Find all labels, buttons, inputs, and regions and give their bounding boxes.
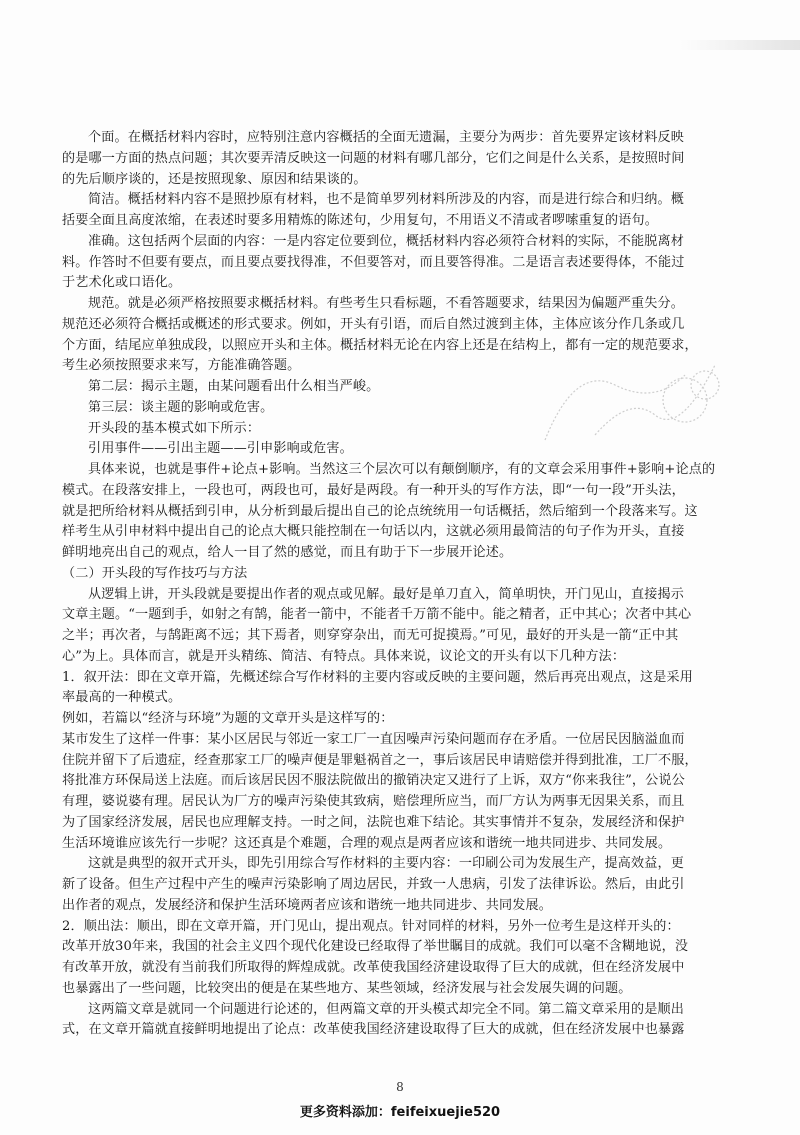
text-line: 料。作答时不但要有要点，而且要点要找得准，不但要答对，而且要答得准。二是语言表述要得体，不能过 [62,254,685,270]
text-line: 式，在文章开篇就直接鲜明地提出了论点：改革使我国经济建设取得了巨大的成就，但在经济发展中也暴露 [62,1022,685,1038]
text-line: 也暴露出了一些问题，比较突出的便是在某些地方、某些领域，经济发展与社会发展失调的问题。 [62,980,632,996]
text-line: 文章主题。“一题到手，如射之有鹄，能者一箭中，不能者千万箭不能中。能之精者，正中其心；次者中其心 [62,607,692,623]
text-line: 生活环境谁应该先行一步呢？这还真是个难题，合理的观点是两者应该和谐统一地共同进步、共同发展。 [62,835,672,851]
text-line: 这就是典型的叙开式开头，即先引用综合写作材料的主要内容：一印刷公司为发展生产，提高效益，更 [88,856,684,872]
text-line: 具体来说，也就是事件+论点+影响。当然这三个层次可以有颠倒顺序，有的文章会采用事件+影响+论点的 [88,462,716,477]
text-line: （二）开头段的写作技巧与方法 [62,565,248,581]
text-line: 于艺术化或口语化。 [62,275,182,291]
text-line: 出作者的观点，发展经济和保护生活环境两者应该和谐统一地共同进步、共同发展。 [62,897,553,913]
text-line: 开头段的基本模式如下所示： [88,420,261,436]
text-line: 第三层：谈主题的影响或危害。 [88,399,274,415]
text-line: 准确。这包括两个层面的内容：一是内容定位要到位，概括材料内容必须符合材料的实际，不能脱离材 [88,233,684,249]
text-line: 规范。就是必须严格按照要求概括材料。有些考生只看标题，不看答题要求，结果因为偏题严重失分。 [88,296,684,311]
text-line: 就是把所给材料从概括到引申，从分析到最后提出自己的论点统统用一句话概括，然后缩到一个段落来写。这 [62,503,698,519]
text-line: 这两篇文章是就同一个问题进行论述的，但两篇文章的开头模式却完全不同。第二篇文章采用的是顺出 [88,1001,684,1017]
text-line: 鲜明地亮出自己的观点，给人一目了然的感觉，而且有助于下一步展开论述。 [62,545,513,560]
text-line: 括要全面且高度浓缩，在表述时要多用精炼的陈述句，少用复句，不用语义不清或者啰嗦重复的语句。 [62,213,658,228]
text-line: 的是哪一方面的热点问题；其次要弄清反映这一问题的材料有哪几部分，它们之间是什么关系，是按照时间 [62,150,685,166]
text-line: 的先后顺序谈的，还是按照现象、原因和结果谈的。 [62,171,367,187]
text-line: 个面。在概括材料内容时，应特别注意内容概括的全面无遗漏，主要分为两步：首先要界定该材料反映 [88,130,684,145]
text-line: 某市发生了这样一件事：某小区居民与邻近一家工厂一直因噪声污染问题而存在矛盾。一位居民因脑溢血而 [62,731,685,747]
text-line: 模式。在段落安排上，一段也可，两段也可，最好是两段。有一种开头的写作方法，即“一句一段”开头法， [62,482,685,498]
scan-edge-shading [680,40,800,50]
text-line: 从逻辑上讲，开头段就是要提出作者的观点或见解。最好是单刀直入，简单明快，开门见山，直接揭示 [88,586,684,602]
text-line: 为了国家经济发展，居民也应理解支持。一时之间，法院也难下结论。其实事情并不复杂，发展经济和保护 [62,814,685,830]
text-line: 有理，婆说婆有理。居民认为厂方的噪声污染使其致病，赔偿理所应当，而厂方认为两事无因果关系，而且 [62,794,685,809]
text-line: 心”为上。具体而言，就是开头精练、简洁、有特点。具体来说，议论文的开头有以下几种方法： [62,648,626,664]
text-line: 1．叙开法：即在文章开篇，先概述综合写作材料的主要内容或反映的主要问题，然后再亮出观点，这是采用 [62,669,693,685]
text-line: 之半；再次者，与鹄距离不远；其下焉者，则穿穿杂出，而无可捉摸焉。”可见，最好的开头是一箭“正中其 [62,628,679,643]
text-line: 样考生从引申材料中提出自己的论点大概只能控制在一句话以内，这就必须用最简洁的句子作为开头，直接 [62,524,685,540]
page-number: 8 [396,1080,404,1094]
text-line: 考生必须按照要求来写，方能准确答题。 [62,358,301,374]
text-line: 有改革开放，就没有当前我们所取得的辉煌成就。改革使我国经济建设取得了巨大的成就，但在经济发展中 [62,960,685,975]
text-line: 例如，若篇以“经济与环境”为题的文章开头是这样写的： [62,711,394,726]
text-line: 引用事件——引出主题——引申影响或危害。 [88,441,353,457]
text-line: 住院并留下了后遗症，经查那家工厂的噪声便是罪魁祸首之一，事后该居民申请赔偿并得到批准，工厂不服， [62,752,698,768]
text-line: 简洁。概括材料内容不是照抄原有材料，也不是简单罗列材料所涉及的内容，而是进行综合和归纳。概 [88,192,684,208]
text-line: 规范还必须符合概括或概述的形式要求。例如，开头有引语，而后自然过渡到主体，主体应该分作几条或几 [62,316,685,332]
text-line: 个方面，结尾应单独成段，以照应开头和主体。概括材料无论在内容上还是在结构上，都有一定的规范要求， [62,337,698,353]
text-line: 改革开放30年来，我国的社会主义四个现代化建设已经取得了举世瞩目的成就。我们可以毫不含糊地说，没 [62,939,689,955]
footer-contact-note: 更多资料添加：feifeixuejie520 [299,1105,501,1120]
text-line: 将批准方环保局送上法庭。而后该居民因不服法院做出的撤销决定又进行了上诉，双方“你来我往”，公说公 [62,773,685,789]
text-line: 第二层：揭示主题，由某问题看出什么相当严峻。 [88,379,380,394]
text-line: 率最高的一种模式。 [62,690,182,706]
text-line: 2．顺出法：顺出，即在文章开篇，开门见山，提出观点。针对同样的材料，另外一位考生是这样开头的： [62,918,680,934]
text-line: 新了设备。但生产过程中产生的噪声污染影响了周边居民，并致一人患病，引发了法律诉讼。然后，由此引 [62,877,685,892]
body-text [62,128,740,1041]
